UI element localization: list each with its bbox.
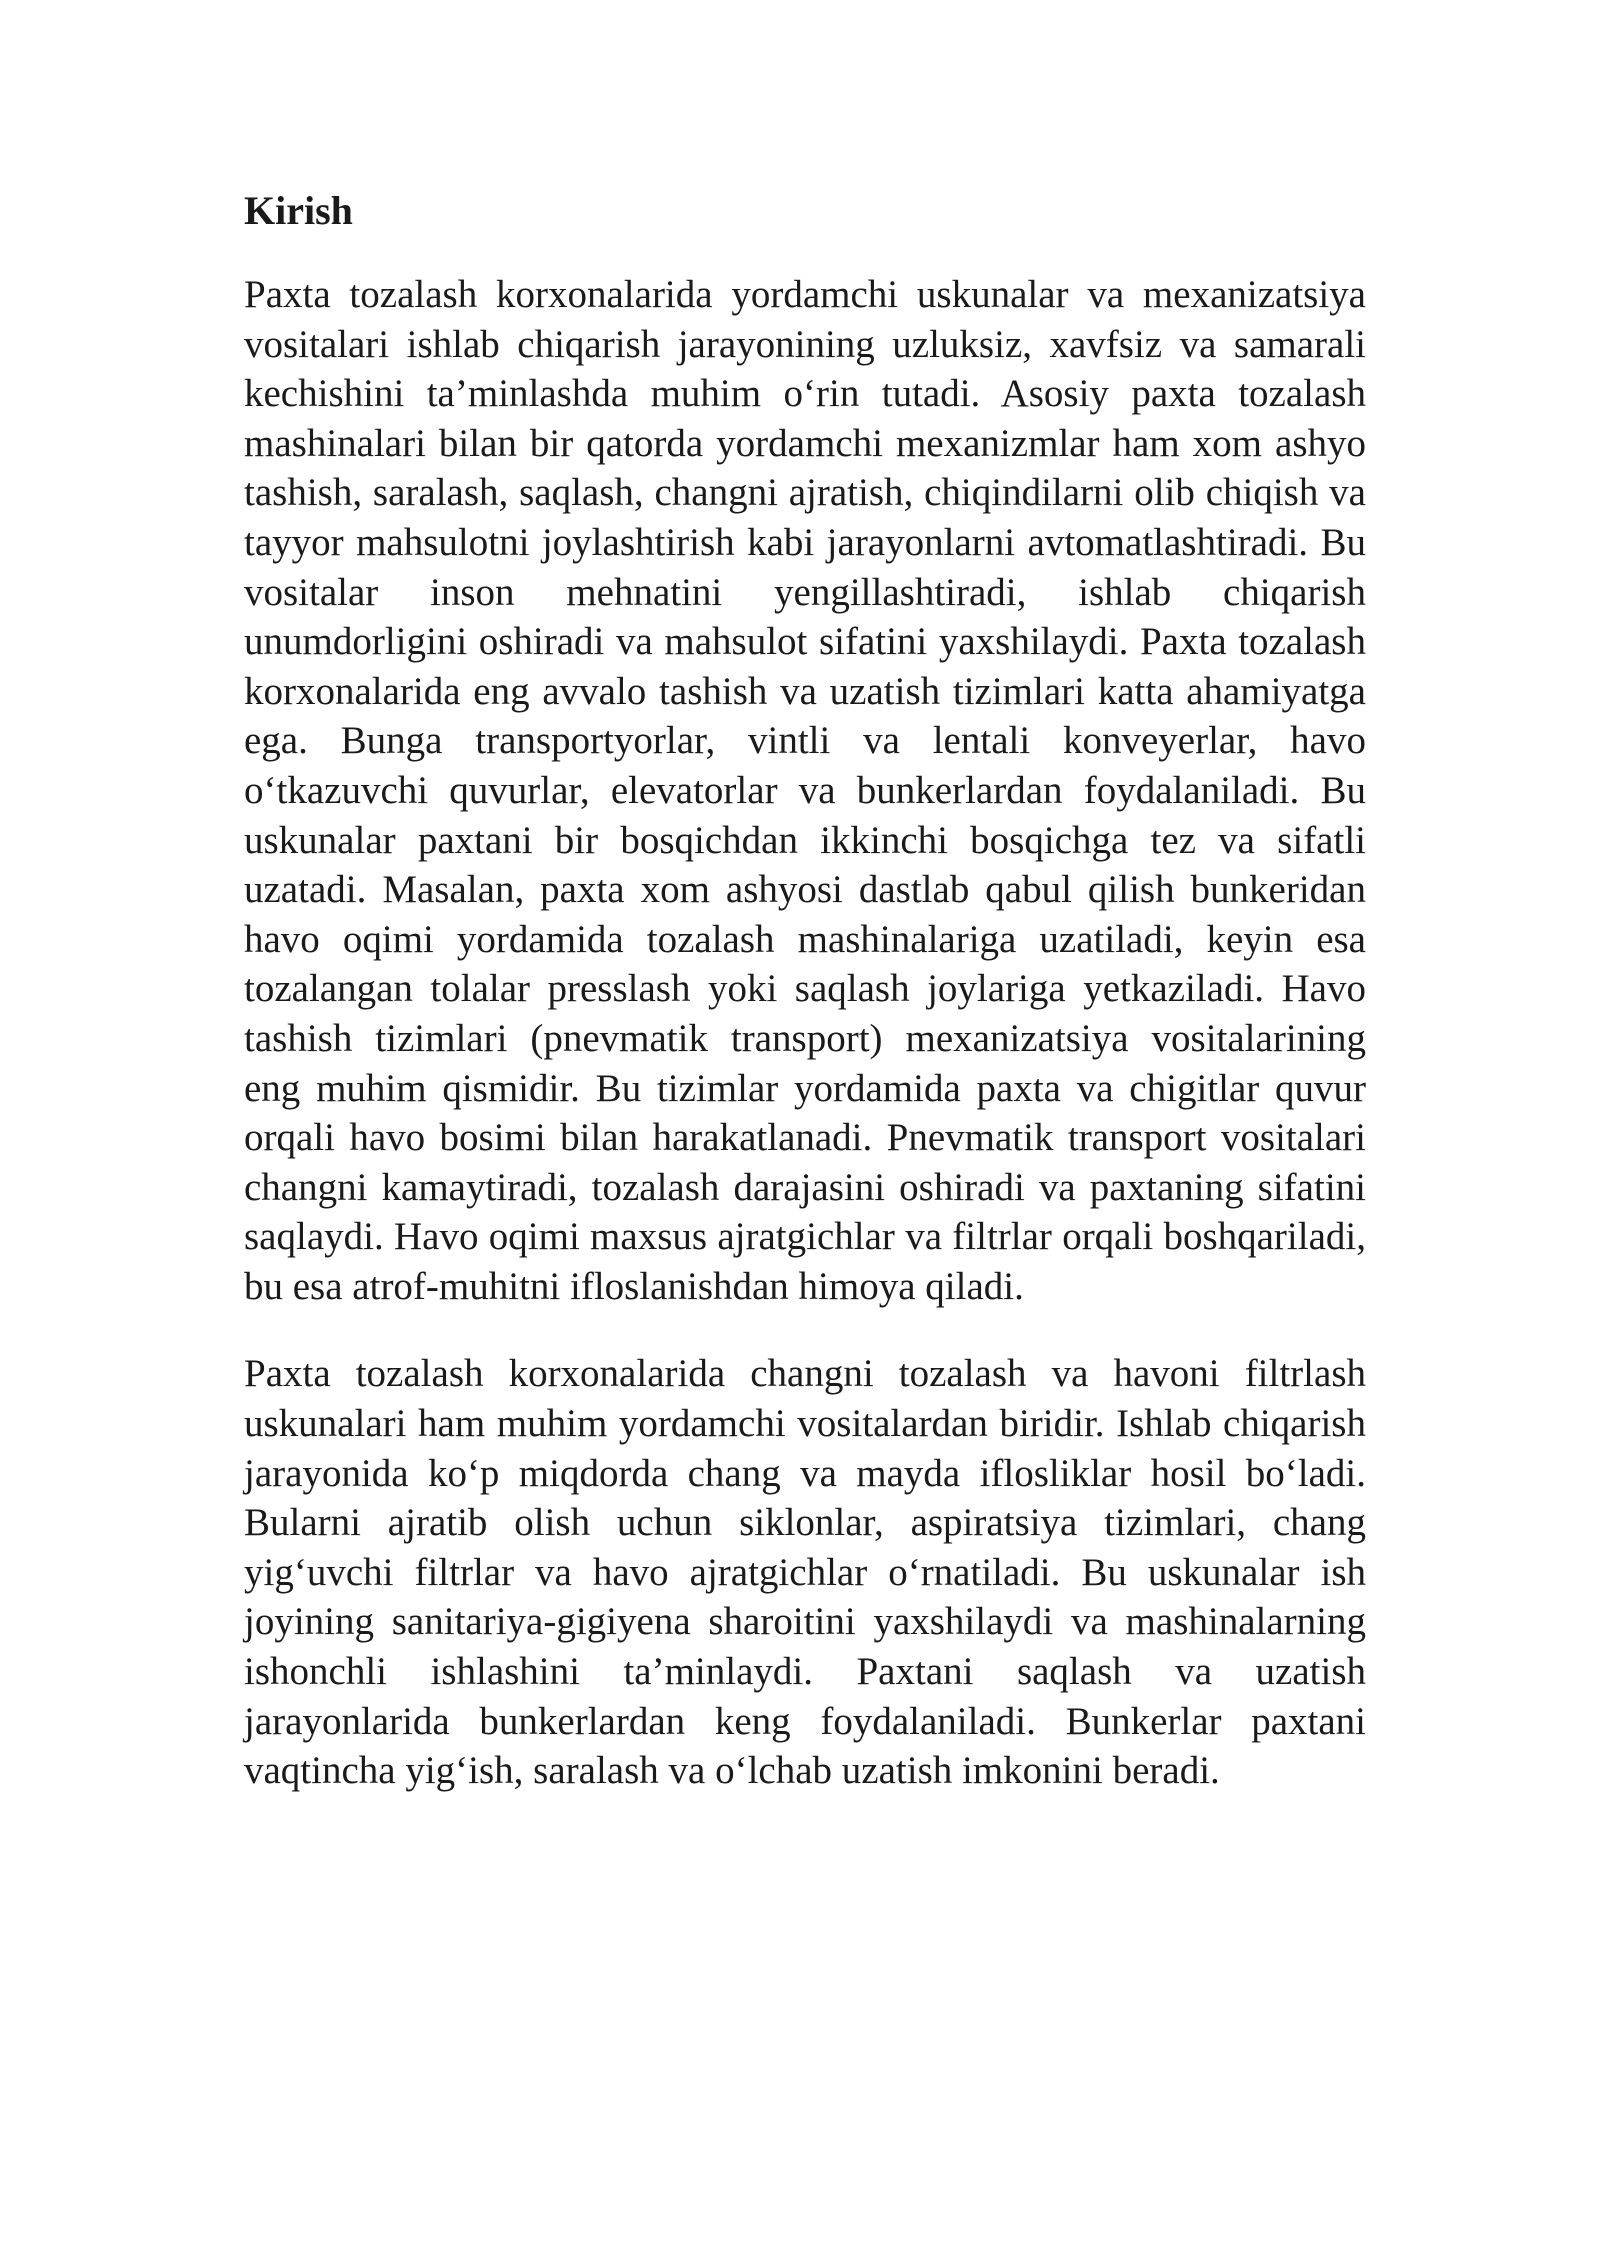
section-heading: Kirish (244, 188, 353, 233)
paragraph-2: Paxta tozalash korxonalarida changni tozalash va havoni filtrlash uskunalari ham muhim yordamchi vositalardan biridir. Ishlab chiqarish jarayonida ko‘p miqdorda chang va mayda iflosliklar hosil bo‘ladi. Bularni ajratib olish uchun siklonlar, aspiratsiya tizimlari, chang yig‘uvchi filtrlar va havo ajratgichlar o‘rnatiladi. Bu uskunalar ish joyining sanitariya-gigiyena sharoitini yaxshilaydi va mashinalarning ishonchli ishlashini ta’minlaydi. Paxtani saqlash va uzatish jarayonlarida bunkerlardan keng foydalaniladi. Bunkerlar paxtani vaqtincha yig‘ish, saralash va o‘lchab uzatish imkonini beradi. (244, 1352, 1366, 1793)
document-body (244, 186, 1366, 1834)
paragraph-1: Paxta tozalash korxonalarida yordamchi uskunalar va mexanizatsiya vositalari ishlab chiqarish jarayonining uzluksiz, xavfsiz va samarali kechishini ta’minlashda muhim o‘rin tutadi. Asosiy paxta tozalash mashinalari bilan bir qatorda yordamchi mexanizmlar ham xom ashyo tashish, saralash, saqlash, changni ajratish, chiqindilarni olib chiqish va tayyor mahsulotni joylashtirish kabi jarayonlarni avtomatlashtiradi. Bu vositalar inson mehnatini yengillashtiradi, ishlab chiqarish unumdorligini oshiradi va mahsulot sifatini yaxshilaydi. Paxta tozalash korxonalarida eng avvalo tashish va uzatish tizimlari katta ahamiyatga ega. Bunga transportyorlar, vintli va lentali konveyerlar, havo o‘tkazuvchi quvurlar, elevatorlar va bunkerlardan foydalaniladi. Bu uskunalar paxtani bir bosqichdan ikkinchi bosqichga tez va sifatli uzatadi. Masalan, paxta xom ashyosi dastlab qabul qilish bunkeridan havo oqimi yordamida tozalash mashinalariga uzatiladi, keyin esa tozalangan tolalar presslash yoki saqlash joylariga yetkaziladi. Havo tashish tizimlari (pnevmatik transport) mexanizatsiya vositalarining eng muhim qismidir. Bu tizimlar yordamida paxta va chigitlar quvur orqali havo bosimi bilan harakatlanadi. Pnevmatik transport vositalari changni kamaytiradi, tozalash darajasini oshiradi va paxtaning sifatini saqlaydi. Havo oqimi maxsus ajratgichlar va filtrlar orqali boshqariladi, bu esa atrof-muhitni ifloslanishdan himoya qiladi. (244, 273, 1366, 1308)
